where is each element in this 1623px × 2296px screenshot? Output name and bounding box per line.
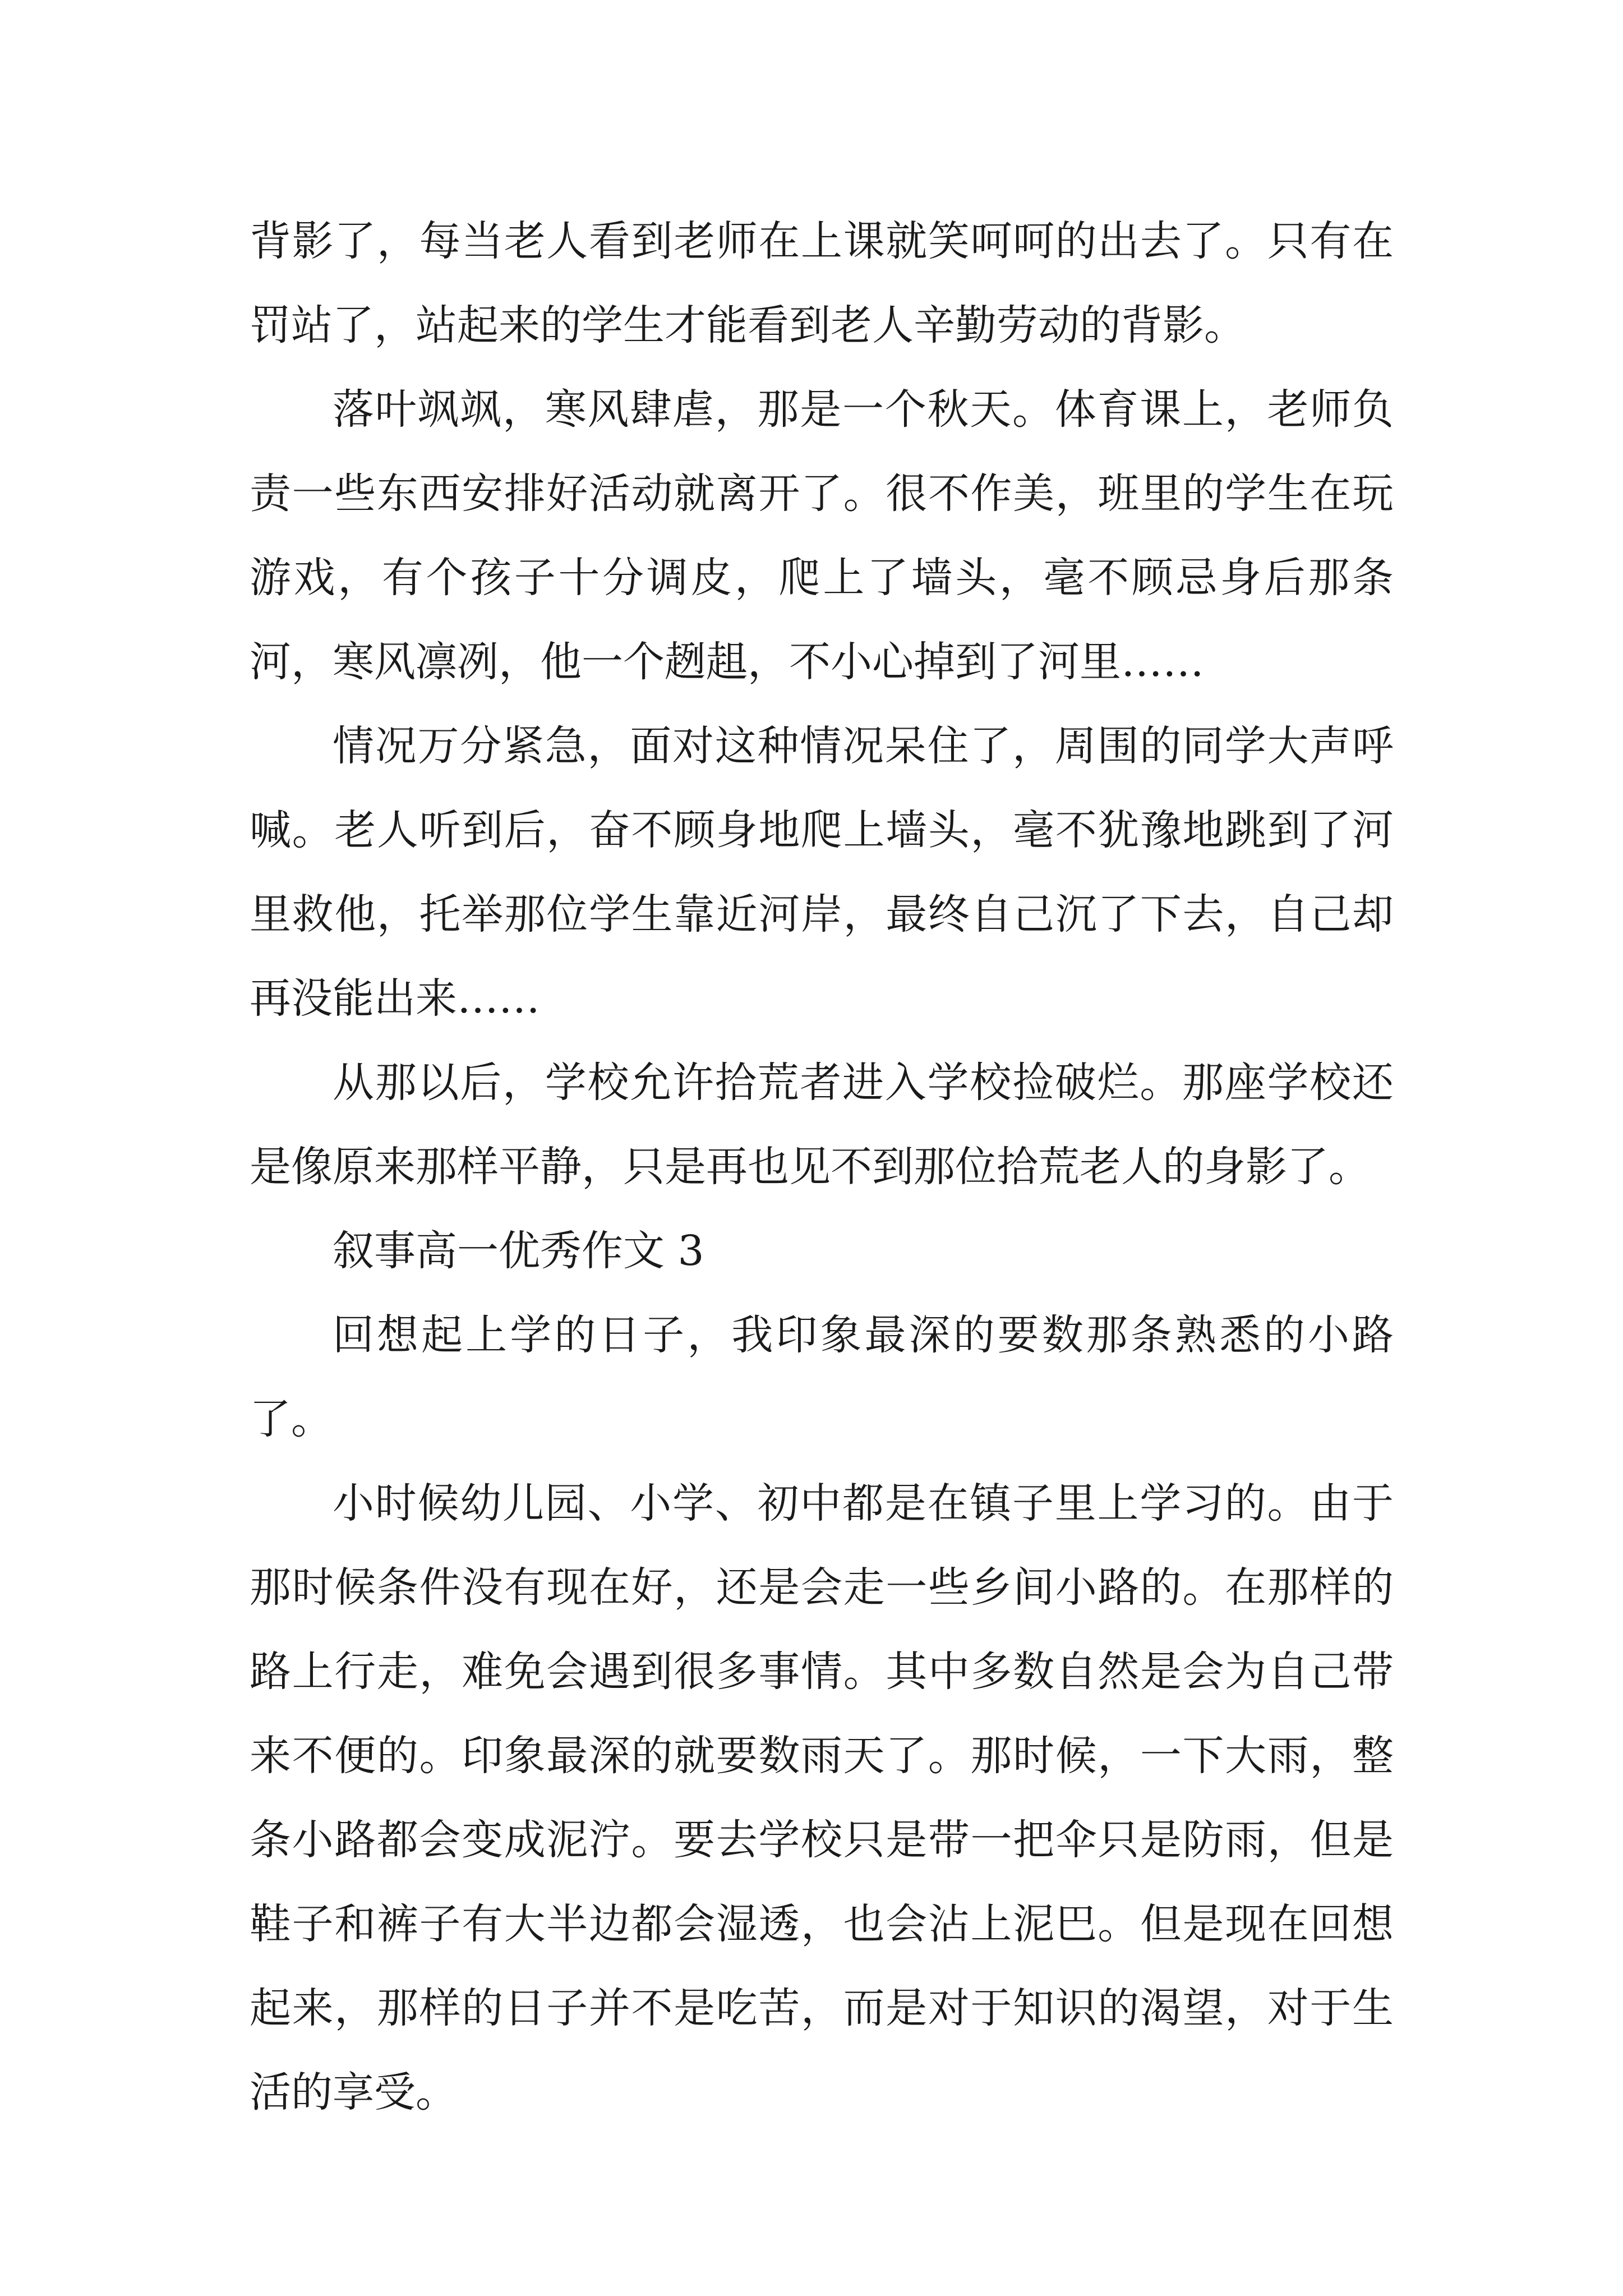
document-body xyxy=(250,199,1394,2134)
paragraph-6: 小时候幼儿园、小学、初中都是在镇子里上学习的。由于那时候条件没有现在好，还是会走一些乡间小路的。在那样的路上行走，难免会遇到很多事情。其中多数自然是会为自己带来不便的。印象最深的就要数雨天了。那时候，一下大雨，整条小路都会变成泥泞。要去学校只是带一把伞只是防雨，但是鞋子和裤子有大半边都会湿透，也会沾上泥巴。但是现在回想起来，那样的日子并不是吃苦，而是对于知识的渴望，对于生活的享受。 xyxy=(250,1479,1394,2116)
section-heading: 叙事高一优秀作文 3 xyxy=(333,1227,704,1275)
paragraph-3: 情况万分紧急，面对这种情况呆住了，周围的同学大声呼喊。老人听到后，奋不顾身地爬上墙头，毫不犹豫地跳到了河里救他，托举那位学生靠近河岸，最终自己沉了下去，自己却再没能出来…… xyxy=(250,722,1394,1023)
paragraph-1: 背影了，每当老人看到老师在上课就笑呵呵的出去了。只有在罚站了，站起来的学生才能看到老人辛勤劳动的背影。 xyxy=(250,217,1394,349)
paragraph-2: 落叶飒飒，寒风肆虐，那是一个秋天。体育课上，老师负责一些东西安排好活动就离开了。很不作美，班里的学生在玩游戏，有个孩子十分调皮，爬上了墙头，毫不顾忌身后那条河，寒风凛冽，他一个趔趄，不小心掉到了河里…… xyxy=(250,385,1394,686)
paragraph-4: 从那以后，学校允许拾荒者进入学校捡破烂。那座学校还是像原来那样平静，只是再也见不到那位拾荒老人的身影了。 xyxy=(250,1059,1394,1191)
paragraph-5: 回想起上学的日子，我印象最深的要数那条熟悉的小路了。 xyxy=(250,1311,1394,1443)
